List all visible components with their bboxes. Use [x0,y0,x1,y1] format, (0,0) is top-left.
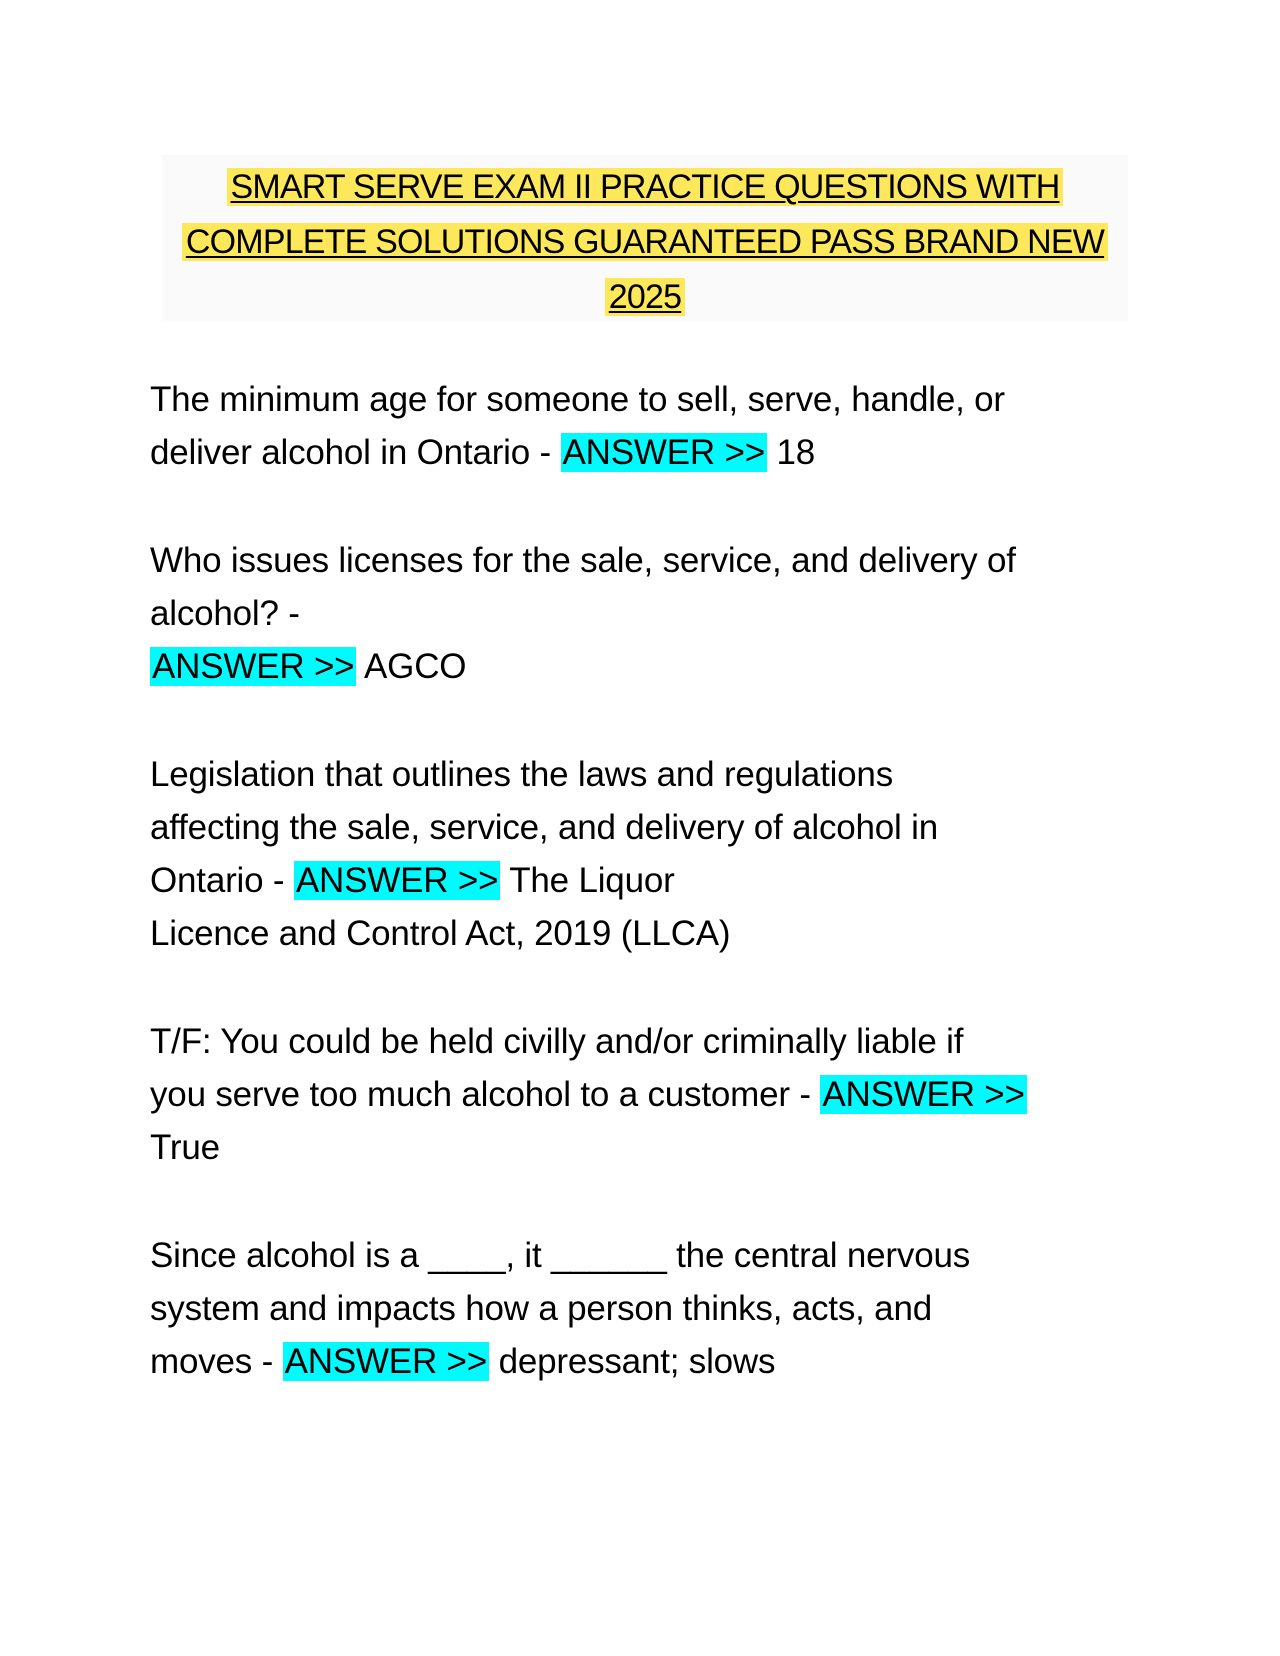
answer-text: AGCO [364,647,467,686]
answer-marker: ANSWER >> [152,647,355,686]
question-text-line: alcohol? - [150,594,300,633]
answer-text: 18 [776,433,816,472]
question-item [150,748,1150,960]
answer-marker: ANSWER >> [295,861,499,900]
question-text-line: moves - [150,1342,283,1381]
question-text-line: system and impacts how a person thinks, acts, and [150,1289,932,1328]
question-item [150,534,1150,693]
question-text-line: you serve too much alcohol to a customer - [150,1075,821,1114]
question-item [150,1015,1150,1174]
question-list [150,373,1150,1443]
question-text-line: T/F: You could be held civilly and/or criminally liable if [150,1022,964,1061]
title-line-3: 2025 [605,278,685,316]
answer-marker: ANSWER >> [562,433,765,472]
question-text-line: Ontario - [150,861,294,900]
question-text-line: affecting the sale, service, and delivery of alcohol in [150,808,938,847]
answer-text: depressant; slows [498,1342,776,1381]
answer-text: Licence and Control Act, 2019 (LLCA) [150,914,731,953]
title-line-2: COMPLETE SOLUTIONS GUARANTEED PASS BRAND NEW [182,223,1108,261]
title-line-1: SMART SERVE EXAM II PRACTICE QUESTIONS WITH [227,168,1064,206]
question-text-line: deliver alcohol in Ontario - [150,433,561,472]
answer-marker: ANSWER >> [822,1075,1025,1114]
question-text-line: Since alcohol is a ____, it ______ the central nervous [150,1236,971,1275]
document-title [162,155,1128,321]
answer-marker: ANSWER >> [284,1342,488,1381]
question-item [150,1229,1150,1388]
question-text-line: Legislation that outlines the laws and regulations [150,755,893,794]
answer-text: True [150,1128,220,1167]
question-text-line: The minimum age for someone to sell, serve, handle, or [150,380,1005,419]
question-item [150,373,1150,479]
answer-text: The Liquor [509,861,675,900]
question-text-line: Who issues licenses for the sale, service, and delivery of [150,541,1016,580]
